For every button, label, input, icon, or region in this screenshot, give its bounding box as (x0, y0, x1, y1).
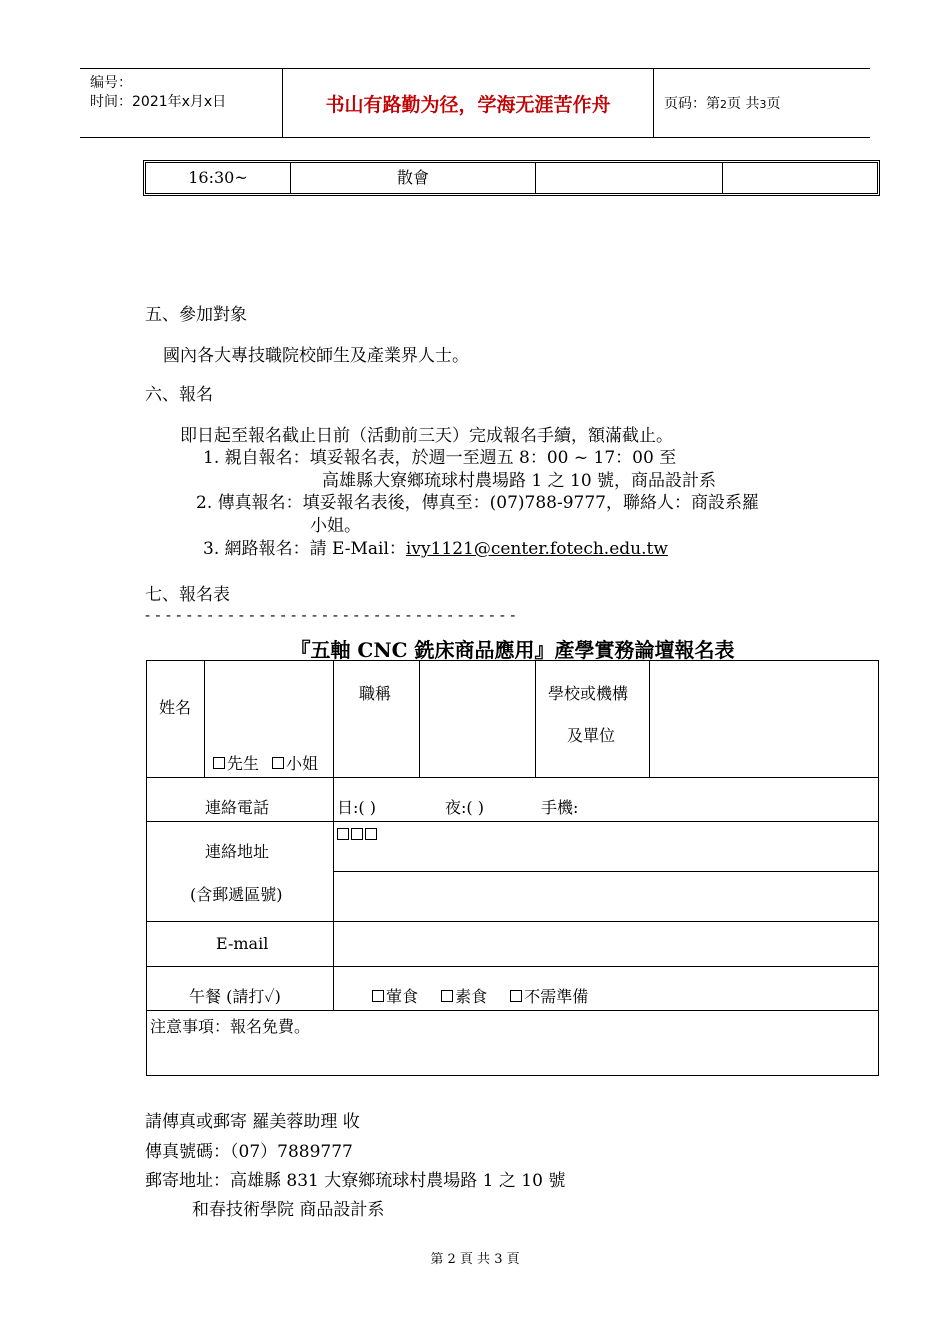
org-label-line1: 學校或機構 (548, 684, 629, 703)
form-rule (419, 661, 420, 777)
form-rule (333, 661, 334, 1010)
page-indicator: 页码：第2页 共3页 (664, 96, 781, 112)
postcode-box[interactable] (351, 828, 363, 840)
motto-text: 书山有路勤为径，学海无涯苦作舟 (325, 93, 611, 116)
form-rule (147, 821, 878, 822)
header-meta-cell (80, 69, 283, 137)
address-label-line2: (含郵遞區號) (190, 885, 283, 904)
notes-text: 注意事項：報名免費。 (150, 1017, 311, 1036)
section5-heading: 五、參加對象 (145, 305, 247, 325)
section7-heading: 七、報名表 (145, 585, 230, 605)
registration-form (146, 660, 879, 1076)
page-header (80, 68, 870, 138)
form-rule (147, 966, 878, 967)
register-inperson-line2: 高雄縣大寮鄉琉球村農場路 1 之 10 號，商品設計系 (322, 471, 717, 491)
form-rule (147, 921, 878, 922)
contact-line1: 請傳真或郵寄 羅美蓉助理 收 (145, 1112, 360, 1132)
contact-department: 和春技術學院 商品設計系 (192, 1200, 385, 1220)
schedule-table-row (143, 160, 880, 196)
lunch-options: 葷食 素食 不需準備 (372, 984, 588, 1007)
contact-fax: 傳真號碼：（07）7889777 (145, 1142, 353, 1162)
form-rule (535, 661, 536, 777)
serial-label: 编号： (90, 75, 132, 91)
register-email-link[interactable]: ivy1121@center.fotech.edu.tw (405, 539, 668, 559)
register-fax-line2: 小姐。 (310, 516, 361, 536)
page-footer: 第 2 頁 共 3 頁 (430, 1252, 520, 1267)
section6-intro: 即日起至報名截止日前（活動前三天）完成報名手續，額滿截止。 (180, 426, 673, 446)
schedule-empty-cell (536, 163, 723, 193)
phone-mobile-field[interactable]: 手機: (541, 798, 579, 817)
postcode-box[interactable] (337, 828, 349, 840)
postcode-boxes[interactable] (337, 825, 379, 844)
section5-text: 國內各大專技職院校師生及產業界人士。 (163, 346, 469, 366)
time-label: 时间：2021年x月x日 (90, 94, 227, 110)
header-motto-cell (283, 69, 654, 137)
register-online-line: 3. 網路報名：請 E-Mail：ivy1121@center.fotech.edu.tw (203, 539, 668, 559)
schedule-empty-cell (723, 163, 878, 193)
schedule-item: 散會 (291, 163, 536, 193)
header-page-cell (654, 69, 870, 137)
org-label-line2: 及單位 (567, 726, 616, 745)
form-rule (204, 661, 205, 777)
cut-line: - - - - - - - - - - - - - - - - - - - - - - - - - - - - - - - - - - - - (145, 606, 516, 624)
name-label: 姓名 (159, 698, 192, 717)
phone-label: 連絡電話 (205, 798, 270, 817)
mr-checkbox[interactable] (213, 757, 225, 769)
lunch-veg-checkbox[interactable] (441, 990, 453, 1002)
form-rule (147, 777, 878, 778)
form-title: 『五軸 CNC 銑床商品應用』產學實務論壇報名表 (290, 638, 735, 662)
form-rule (333, 871, 878, 872)
phone-day-field[interactable]: 日:( ) (337, 798, 376, 817)
gender-options: 先生 小姐 (213, 751, 318, 774)
contact-address: 郵寄地址：高雄縣 831 大寮鄉琉球村農場路 1 之 10 號 (145, 1171, 566, 1191)
form-rule (649, 661, 650, 777)
lunch-meat-checkbox[interactable] (372, 990, 384, 1002)
form-rule (147, 1010, 878, 1011)
lunch-none-checkbox[interactable] (510, 990, 522, 1002)
email-label: E-mail (216, 934, 269, 953)
lunch-label: 午餐 (請打✓) (189, 987, 281, 1006)
ms-checkbox[interactable] (272, 757, 284, 769)
postcode-box[interactable] (365, 828, 377, 840)
register-fax-line1: 2. 傳真報名：填妥報名表後，傳真至：(07)788-9777，聯絡人：商設系羅 (196, 493, 759, 513)
register-inperson-line1: 1. 親自報名：填妥報名表，於週一至週五 8：00 ~ 17：00 至 (203, 448, 677, 468)
schedule-time: 16:30~ (146, 163, 291, 193)
position-label: 職稱 (359, 684, 392, 703)
section6-heading: 六、報名 (145, 385, 213, 405)
phone-night-field[interactable]: 夜:( ) (445, 798, 484, 817)
address-label-line1: 連絡地址 (205, 842, 270, 861)
